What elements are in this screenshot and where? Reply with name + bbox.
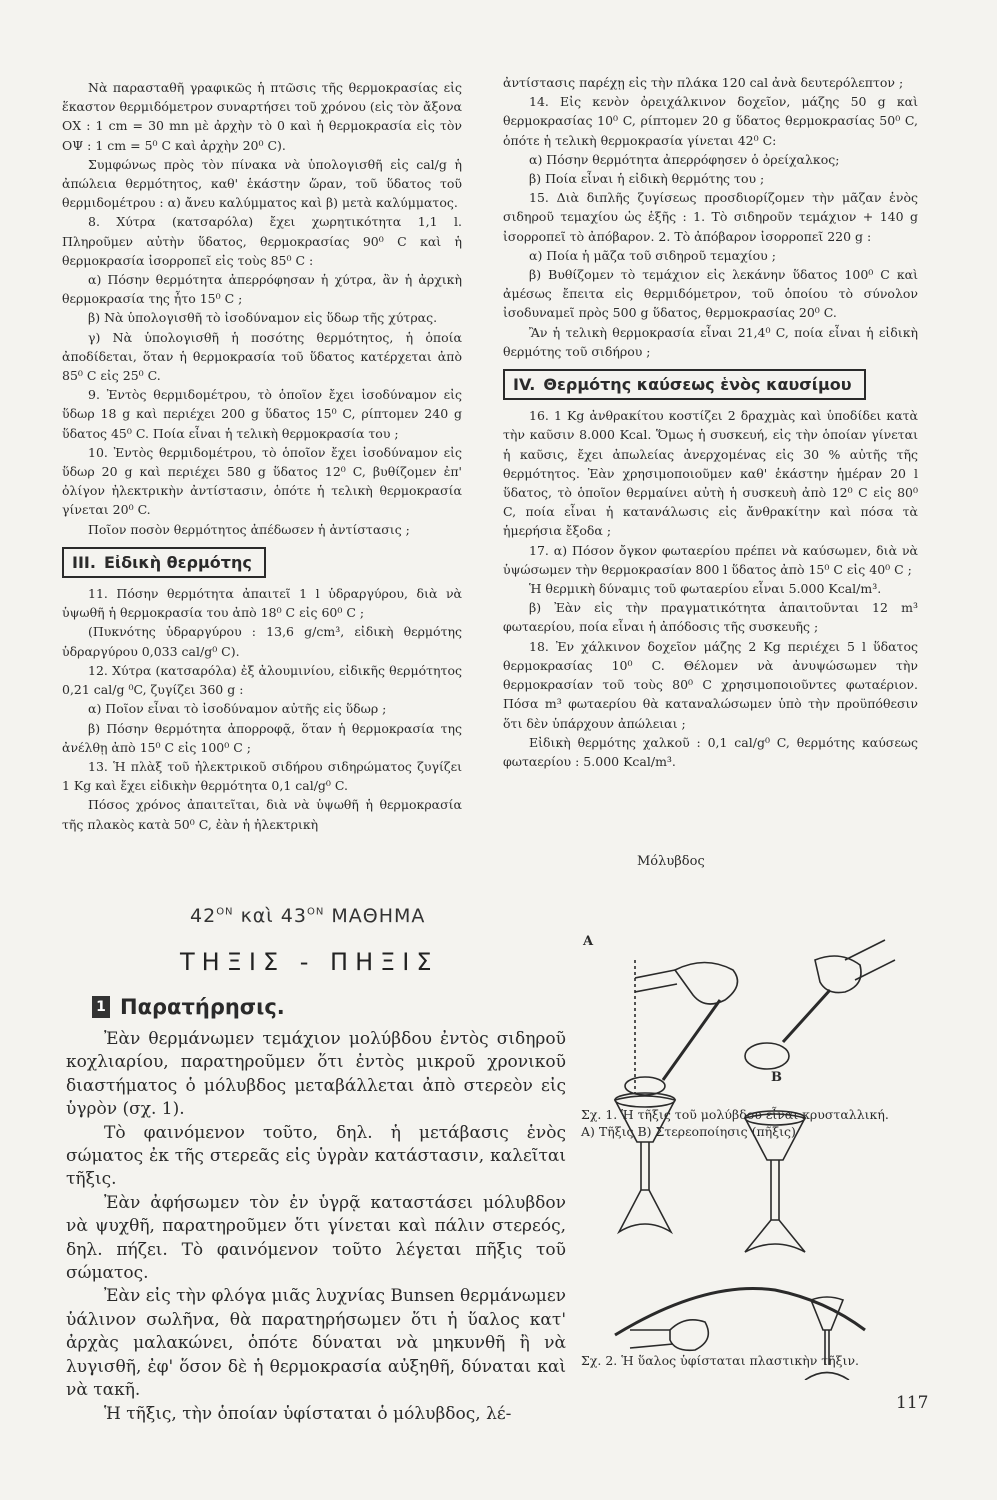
ladle-bowl-b bbox=[745, 1043, 789, 1069]
paragraph: β) Ποία εἶναι ἡ εἰδικὴ θερμότης του ; bbox=[529, 171, 765, 187]
paragraph: Ἡ τῆξις, τὴν ὁποίαν ὑφίσταται ὁ μόλυβδος, λέ- bbox=[104, 1403, 512, 1424]
lesson-title: $42^{ON}$ καὶ $43^{ON}$ ΜΑΘΗΜΑ bbox=[190, 905, 426, 927]
section-heading-iv bbox=[503, 369, 866, 400]
paragraph: 15. Διὰ διπλῆς ζυγίσεως προσδιορίζομεν τὴν μᾶζαν ἑνὸς σιδηροῦ τεμαχίου ὡς ἑξῆς : 1. Τὸ σιδηροῦν τεμάχιον + 140 g ἰσορροπεῖ τὸ ἀπόβαρον. 2. Τὸ ἀπόβαρον ἰσορροπεῖ 220 g : bbox=[503, 190, 918, 244]
right-column bbox=[503, 73, 918, 771]
paragraph: α) Πόσην θερμότητα ἀπερρόφησαν ἡ χύτρα, ἂν ἡ ἀρχικὴ θερμοκρασία της ἦτο 15⁰ C ; bbox=[62, 272, 462, 307]
paragraph: 18. Ἐν χάλκινον δοχεῖον μάζης 2 Kg περιέχει 5 l ὕδατος θερμοκρασίας 10⁰ C. Θέλομεν νὰ ἀνυψώσωμεν τὴν θερμοκρασίαν τοῦ τοὺς 80⁰ C χρησιμοποιοῦντες φωταέριον. Πόσα m³ φωταερίου θὰ καταναλώσωμεν ὑπὸ τὴν προϋπόθεσιν ὅτι δὲν ὑπάρχουν ἀπώλειαι ; bbox=[503, 638, 918, 731]
paragraph: Ἐὰν εἰς τὴν φλόγα μιᾶς λυχνίας Bunsen θερμάνωμεν ὑάλινον σωλῆνα, θὰ παρατηρήσωμεν ὅτι ἡ ὕαλος κατ' ἀρχὰς μαλακώνει, ὁπότε δύναται νὰ μηκυνθῆ ἢ νὰ λυγισθῆ, ἐφ' ὅσον δὲ ἡ θερμοκρασία αὐξηθῆ, δύναται καὶ νὰ τακῆ. bbox=[66, 1286, 566, 1401]
paragraph: Συμφώνως πρὸς τὸν πίνακα νὰ ὑπολογισθῆ εἰς cal/g ἡ ἀπώλεια θερμότητος, καθ' ἑκάστην ὥραν, τοῦ ὕδατος τοῦ θερμιδομέτρου : α) ἄνευ καλύμματος καὶ β) μετὰ καλύμματος. bbox=[62, 156, 462, 211]
paragraph: β) Νὰ ὑπολογισθῆ τὸ ἰσοδύναμον εἰς ὕδωρ τῆς χύτρας. bbox=[88, 310, 438, 326]
section-number: IV. bbox=[513, 375, 536, 395]
section-title: Εἰδικὴ θερμότης bbox=[103, 552, 252, 572]
hand-b bbox=[815, 956, 861, 993]
paragraph: Νὰ παρασταθῆ γραφικῶς ἡ πτῶσις τῆς θερμοκρασίας εἰς ἕκαστον θερμιδόμετρον συναρτήσει τοῦ χρόνου (εἰς τὸν ἄξονα ΟΧ : 1 cm = 30 mn μὲ ἀρχὴν τὸ 0 καὶ ἡ θερμοκρασία εἰς τὸν ΟΨ : 1 cm = 5⁰ C καὶ ἀρχὴν 20⁰ C). bbox=[62, 80, 462, 153]
topic-title: ΤΗΞΙΣ - ΠΗΞΙΣ bbox=[180, 948, 439, 976]
paragraph: Ἂν ἡ τελικὴ θερμοκρασία εἶναι 21,4⁰ C, ποία εἶναι ἡ εἰδικὴ θερμότης τοῦ σιδήρου ; bbox=[503, 324, 918, 359]
paragraph: Ἡ θερμικὴ δύναμις τοῦ φωταερίου εἶναι 5.000 Kcal/m³. bbox=[529, 581, 882, 597]
paragraph: 11. Πόσην θερμότητα ἀπαιτεῖ 1 l ὑδραργύρου, διὰ νὰ ὑψωθῆ ἡ θερμοκρασία του ἀπὸ 18⁰ C εἰς 60⁰ C ; bbox=[62, 586, 462, 621]
paragraph: (Πυκνότης ὑδραργύρου : 13,6 g/cm³, εἰδικὴ θερμότης ὑδραργύρου 0,033 cal/g⁰ C). bbox=[62, 624, 462, 659]
figures bbox=[575, 854, 935, 1380]
paragraph: β) Βυθίζομεν τὸ τεμάχιον εἰς λεκάνην ὕδατος 100⁰ C καὶ ἀμέσως ἔπειτα εἰς θερμιδόμετρον, τοῦ ὁποίου τὸ σύνολον ἰσοδυναμεῖ πρὸς 500 g ὕδατος, θερμοκρασίας 20⁰ C. bbox=[503, 267, 918, 321]
paragraph: 14. Εἰς κενὸν ὀρειχάλκινον δοχεῖον, μάζης 50 g καὶ θερμοκρασίας 10⁰ C, ρίπτομεν 20 g ὕδατος θερμοκρασίας 50⁰ C, ὁπότε ἡ τελικὴ θερμοκρασία γίνεται 42⁰ C: bbox=[503, 94, 918, 148]
paragraph: 17. α) Πόσον ὄγκον φωταερίου πρέπει νὰ καύσωμεν, διὰ νὰ ὑψώσωμεν τὴν θερμοκρασίαν 800 l ὕδατος ἀπὸ 15⁰ C εἰς 40⁰ C ; bbox=[503, 542, 918, 577]
paragraph: 13. Ἡ πλὰξ τοῦ ἠλεκτρικοῦ σιδήρου σιδηρώματος ζυγίζει 1 Kg καὶ ἔχει εἰδικὴν θερμότητα 0,1 cal/g⁰ C. bbox=[62, 758, 462, 794]
left-column bbox=[62, 78, 462, 834]
paragraph: Εἰδικὴ θερμότης χαλκοῦ : 0,1 cal/g⁰ C, θερμότης καύσεως φωταερίου : 5.000 Kcal/m³. bbox=[503, 734, 918, 769]
paragraph: α) Πόσην θερμότητα ἀπερρόφησεν ὁ ὀρείχαλκος; bbox=[529, 151, 840, 167]
observation-title: Παρατήρησις. bbox=[120, 995, 285, 1019]
stand-b bbox=[745, 1220, 805, 1252]
figure1-label-b: Β bbox=[771, 1070, 782, 1085]
figure2-caption: Σχ. 2. Ἡ ὕαλος ὑφίσταται πλαστικὴν τῆξιν. bbox=[581, 1353, 860, 1368]
glass-tube bbox=[615, 1288, 865, 1335]
paragraph: 8. Χύτρα (κατσαρόλα) ἔχει χωρητικότητα 1,1 l. Πληροῦμεν αὐτὴν ὕδατος, θερμοκρασίας 90⁰ C καὶ ἡ θερμοκρασία ἰσορροπεῖ εἰς τοὺς 85⁰ C : bbox=[62, 214, 462, 268]
figure1-drawing bbox=[615, 940, 895, 1380]
paragraph: Τὸ φαινόμενον τοῦτο, δηλ. ἡ μετάβασις ἑνὸς σώματος ἐκ τῆς στερεᾶς εἰς ὑγρὰν κατάστασιν, καλεῖται τῆξις. bbox=[66, 1122, 566, 1190]
observation-heading bbox=[92, 995, 285, 1019]
section-title: Θερμότης καύσεως ἑνὸς καυσίμου bbox=[543, 375, 852, 395]
ladle-handle bbox=[663, 1000, 720, 1080]
paragraph: Πόσος χρόνος ἀπαιτεῖται, διὰ νὰ ὑψωθῆ ἡ θερμοκρασία τῆς πλακὸς κατὰ 50⁰ C, ἐὰν ἡ ἠλεκτρικὴ bbox=[62, 797, 462, 832]
paragraph: Ἐὰν θερμάνωμεν τεμάχιον μολύβδου ἐντὸς σιδηροῦ κοχλιαρίου, παρατηροῦμεν ὅτι ἐντὸς μικροῦ χρονικοῦ διαστήματος ὁ μόλυβδος μεταβάλλεται ἀπὸ στερεὸν εἰς ὑγρὸν (σχ. 1). bbox=[66, 1029, 566, 1120]
figure1-label-a: Α bbox=[583, 934, 594, 949]
paragraph: 12. Χύτρα (κατσαρόλα) ἐξ ἀλουμινίου, εἰδικῆς θερμότητος 0,21 cal/g ⁰C, ζυγίζει 360 g : bbox=[62, 662, 462, 698]
main-text bbox=[66, 1028, 566, 1426]
paragraph: Ἐὰν ἀφήσωμεν τὸν ἐν ὑγρᾷ καταστάσει μόλυβδον νὰ ψυχθῆ, παρατηροῦμεν ὅτι γίνεται καὶ πάλιν στερεός, δηλ. πήζει. Τὸ φαινόμενον τοῦτο λέγεται πῆξις τοῦ σώματος. bbox=[66, 1192, 566, 1284]
paragraph: β) Ἐὰν εἰς τὴν πραγματικότητα ἀπαιτοῦνται 12 m³ φωταερίου, ποία εἶναι ἡ ἀπόδοσις τῆς συσκευῆς ; bbox=[503, 600, 918, 635]
paragraph: α) Ποῖον εἶναι τὸ ἰσοδύναμον αὐτῆς εἰς ὕδωρ ; bbox=[88, 701, 387, 717]
paragraph: ἀντίστασις παρέχῃ εἰς τὴν πλάκα 120 cal ἀνὰ δευτερόλεπτον ; bbox=[503, 75, 904, 90]
page-number: 117 bbox=[896, 1393, 929, 1413]
paragraph: γ) Νὰ ὑπολογισθῆ ἡ ποσότης θερμότητος, ἡ ὁποία ἀποδίδεται, ὅταν ἡ θερμοκρασία τοῦ ὕδατος κατέρχεται ἀπὸ 85⁰ C εἰς 25⁰ C. bbox=[62, 329, 462, 384]
paragraph: β) Πόσην θερμότητα ἀπορροφᾷ, ὅταν ἡ θερμοκρασία της ἀνέλθῃ ἀπὸ 15⁰ C εἰς 100⁰ C ; bbox=[62, 720, 462, 755]
section-heading-iii bbox=[62, 547, 266, 578]
figure1-label-lead: Μόλυβδος bbox=[637, 854, 705, 869]
paragraph: 10. Ἐντὸς θερμιδομέτρου, τὸ ὁποῖον ἔχει ἰσοδύναμον εἰς ὕδωρ 20 g καὶ περιέχει 580 g ὕδατος 12⁰ C, βυθίζομεν ἐπ' ὀλίγον ἠλεκτρικὴν ἀντίστασιν, ὁπότε ἡ τελικὴ θερμοκρασία γίνεται 20⁰ C. bbox=[62, 444, 462, 518]
hand-c bbox=[670, 1320, 708, 1351]
figure1-caption: Σχ. 1. Ἡ τῆξις τοῦ μολύβδου εἶναι κρυσταλλική. Α) Τῆξις Β) Στερεοποίησις (πῆξις) bbox=[581, 1107, 889, 1139]
paragraph: 9. Ἐντὸς θερμιδομέτρου, τὸ ὁποῖον ἔχει ἰσοδύναμον εἰς ὕδωρ 18 g καὶ περιέχει 200 g ὕδατος 15⁰ C, ρίπτομεν 240 g ὕδατος 45⁰ C. Ποία εἶναι ἡ τελικὴ θερμοκρασία του ; bbox=[62, 387, 462, 441]
hand-a bbox=[675, 963, 738, 1005]
section-number: III. bbox=[72, 552, 96, 572]
observation-number: 1 bbox=[92, 996, 110, 1018]
stand-a bbox=[619, 1190, 671, 1232]
paragraph: Ποῖον ποσὸν θερμότητος ἀπέδωσεν ἡ ἀντίστασις ; bbox=[88, 521, 410, 537]
paragraph: α) Ποία ἡ μᾶζα τοῦ σιδηροῦ τεμαχίου ; bbox=[529, 247, 776, 263]
paragraph: 16. 1 Kg ἀνθρακίτου κοστίζει 2 δραχμὰς καὶ ὑποδίδει κατὰ τὴν καῦσιν 8.000 Kcal. Ὅμως ἡ συσκευή, εἰς τὴν ὁποίαν γίνεται ἡ καῦσις, ἔχει ἀπωλείας ἀνερχομένας εἰς 30 % αὐτῆς τῆς θερμότητος. Ἐὰν χρησιμοποιοῦμεν καθ' ἑκάστην ἡμέραν 20 l ὕδατος, τὸ ὁποῖον θερμαίνει αὐτὴ ἡ συσκευὴ ἀπὸ 12⁰ C εἰς 80⁰ C, ποία εἶναι ἡ κατανάλωσις εἰς ἄνθρακίτην καὶ πόσα τὰ ἡμερήσια ἔξοδα ; bbox=[503, 408, 918, 539]
